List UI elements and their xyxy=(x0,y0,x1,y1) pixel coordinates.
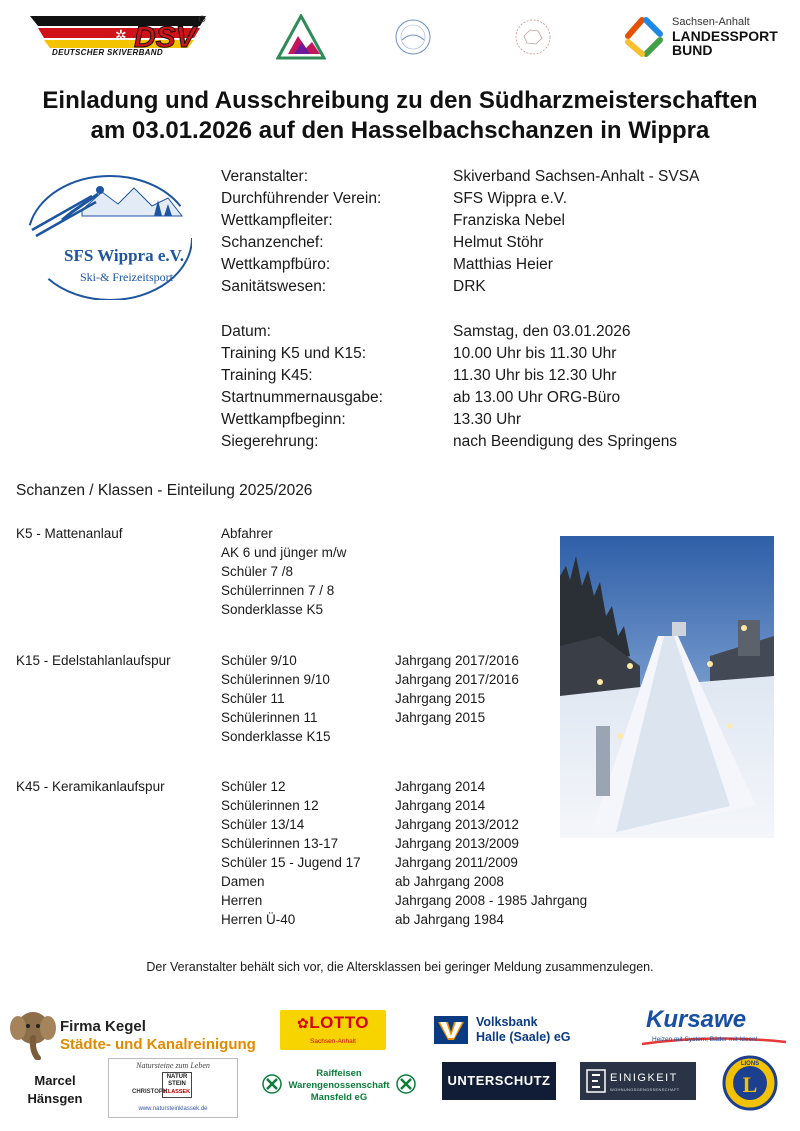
schedule-label: Datum: xyxy=(221,323,271,340)
sponsor-volksbank-line2: Halle (Saale) eG xyxy=(476,1030,571,1044)
sponsor-lotto-sub: Sachsen-Anhalt xyxy=(310,1038,356,1045)
raiffeisen-cross-icon xyxy=(262,1074,282,1094)
schedule-value: 11.30 Uhr bis 12.30 Uhr xyxy=(453,367,617,384)
schedule-value: Samstag, den 03.01.2026 xyxy=(453,323,631,340)
lsb-line2: LANDESSPORT xyxy=(672,28,778,44)
group-name-k5: K5 - Mattenanlauf xyxy=(16,526,123,541)
sponsor-kursawe-sub: Heizen mit System, Bäder mit Ideen! xyxy=(652,1036,758,1043)
class-name: Herren Ü-40 xyxy=(221,912,296,927)
class-name: Schülerinnen 9/10 xyxy=(221,672,330,687)
info-row xyxy=(221,232,781,254)
svg-text:✲: ✲ xyxy=(115,28,127,44)
class-year: Jahrgang 2011/2009 xyxy=(395,855,518,870)
class-row xyxy=(221,891,621,910)
info-label: Veranstalter: xyxy=(221,168,309,185)
schedule-label: Training K45: xyxy=(221,367,313,384)
schedule-value: 13.30 Uhr xyxy=(453,411,522,428)
info-value: Helmut Stöhr xyxy=(453,234,544,251)
info-label: Wettkampfleiter: xyxy=(221,212,333,229)
sponsor-kegel-line1: Firma Kegel xyxy=(60,1018,146,1035)
group-name-k45: K45 - Keramikanlaufspur xyxy=(16,779,165,794)
club-subtitle: Ski-& Freizeitsport xyxy=(80,270,173,284)
schedule-value: ab 13.00 Uhr ORG-Büro xyxy=(453,389,621,406)
sponsor-marcel-line2: Hänsgen xyxy=(27,1091,83,1106)
info-row xyxy=(221,188,781,210)
class-year: Jahrgang 2015 xyxy=(395,691,486,706)
class-name: Damen xyxy=(221,874,265,889)
sponsor-naturstein-url: www.natursteinklassek.de xyxy=(138,1106,208,1112)
schedule-row xyxy=(221,321,781,343)
sponsor-naturstein-top: Natursteine zum Leben xyxy=(136,1061,210,1070)
class-year: ab Jahrgang 1984 xyxy=(395,912,504,927)
class-name: Sonderklasse K5 xyxy=(221,602,324,617)
sponsor-unterschutz: UNTERSCHUTZ xyxy=(447,1073,551,1088)
class-name: Schülerinnen 13-17 xyxy=(221,836,339,851)
class-year: Jahrgang 2013/2009 xyxy=(395,836,519,851)
lions-club-logo xyxy=(722,1055,778,1111)
class-row xyxy=(221,910,621,929)
class-name: Schüler 15 - Jugend 17 xyxy=(221,855,361,870)
info-label: Sanitätswesen: xyxy=(221,278,327,295)
class-name: Schüler 9/10 xyxy=(221,653,297,668)
schedule-row xyxy=(221,343,781,365)
info-label: Schanzenchef: xyxy=(221,234,324,251)
class-name: AK 6 und jünger m/w xyxy=(221,545,347,560)
info-value: Skiverband Sachsen-Anhalt - SVSA xyxy=(453,168,700,185)
class-name: Schüler 12 xyxy=(221,779,286,794)
info-label: Wettkampfbüro: xyxy=(221,256,331,273)
sponsor-kursawe: Kursawe xyxy=(646,1006,747,1033)
class-row xyxy=(221,872,621,891)
sponsor-einigkeit-sub: WOHNUNGSGENOSSENSCHAFT xyxy=(610,1087,680,1092)
svg-text:L: L xyxy=(742,1072,758,1097)
schedule-row xyxy=(221,387,781,409)
district-seal-icon xyxy=(514,18,552,56)
info-value: Franziska Nebel xyxy=(453,212,565,229)
class-year: Jahrgang 2017/2016 xyxy=(395,653,519,668)
lsb-line3: BUND xyxy=(672,42,713,58)
info-row xyxy=(221,276,781,298)
sponsor-einigkeit: EINIGKEIT xyxy=(610,1072,678,1084)
lions-label: LIONS xyxy=(740,1061,760,1067)
schedule-label: Siegerehrung: xyxy=(221,433,319,450)
class-year: Jahrgang 2013/2012 xyxy=(395,817,519,832)
class-name: Schüler 11 xyxy=(221,691,285,706)
info-value: SFS Wippra e.V. xyxy=(453,190,568,207)
info-row xyxy=(221,210,781,232)
schedule-value: nach Beendigung des Springens xyxy=(453,433,678,450)
elephant-icon xyxy=(10,1008,56,1060)
sponsor-marcel-line1: Marcel xyxy=(34,1073,76,1088)
sponsor-raiffeisen-line2: Warengenossenschaft xyxy=(288,1080,390,1091)
info-value: DRK xyxy=(453,278,486,295)
sponsor-kegel-line2: Städte- und Kanalreinigung xyxy=(60,1036,256,1053)
ski-jump-photo xyxy=(560,536,774,838)
schedule-value: 10.00 Uhr bis 11.30 Uhr xyxy=(453,345,617,362)
club-name: SFS Wippra e.V. xyxy=(64,246,184,265)
class-name: Schülerrinnen 7 / 8 xyxy=(221,583,335,598)
class-name: Schüler 7 /8 xyxy=(221,564,294,579)
group-name-k15: K15 - Edelstahlanlaufspur xyxy=(16,653,171,668)
classes-section-title: Schanzen / Klassen - Einteilung 2025/2026 xyxy=(16,482,313,499)
schedule-label: Wettkampfbeginn: xyxy=(221,411,346,428)
schedule-row xyxy=(221,409,781,431)
page-title-line2: am 03.01.2026 auf den Hasselbachschanzen in Wippra xyxy=(90,117,710,144)
class-name: Sonderklasse K15 xyxy=(221,729,331,744)
sponsor-raiffeisen-line1: Raiffeisen xyxy=(316,1068,362,1079)
sponsor-volksbank-line1: Volksbank xyxy=(476,1015,538,1029)
lsb-line1: Sachsen-Anhalt xyxy=(672,16,750,28)
info-label: Durchführender Verein: xyxy=(221,190,382,207)
class-year: ab Jahrgang 2008 xyxy=(395,874,504,889)
volksbank-logo-icon xyxy=(434,1016,468,1044)
class-name: Herren xyxy=(221,893,263,908)
class-year: Jahrgang 2014 xyxy=(395,779,486,794)
mountain-logo xyxy=(276,14,326,60)
einigkeit-logo-icon xyxy=(586,1069,606,1093)
class-name: Schülerinnen 11 xyxy=(221,710,318,725)
sponsor-naturstein-box2: STEIN xyxy=(168,1081,186,1087)
schedule-row xyxy=(221,431,781,453)
info-row xyxy=(221,166,781,188)
raiffeisen-cross-icon xyxy=(396,1074,416,1094)
schedule-label: Startnummernausgabe: xyxy=(221,389,383,406)
landessportbund-logo-icon xyxy=(624,14,666,58)
schedule-row xyxy=(221,365,781,387)
page-title-line1: Einladung und Ausschreibung zu den Südharzmeisterschaften xyxy=(42,87,758,114)
sponsor-naturstein-name: CHRISTOPH xyxy=(132,1089,168,1095)
class-year: Jahrgang 2008 - 1985 Jahrgang xyxy=(395,893,588,908)
class-year: Jahrgang 2015 xyxy=(395,710,486,725)
class-name: Schüler 13/14 xyxy=(221,817,305,832)
schedule-label: Training K5 und K15: xyxy=(221,345,367,362)
sponsor-naturstein-box1: NATUR xyxy=(166,1074,188,1080)
class-year: Jahrgang 2014 xyxy=(395,798,486,813)
class-year: Jahrgang 2017/2016 xyxy=(395,672,519,687)
disclaimer-note: Der Veranstalter behält sich vor, die Altersklassen bei geringer Meldung zusammenzulegen. xyxy=(146,960,654,974)
info-value: Matthias Heier xyxy=(453,256,553,273)
dsv-caption: DEUTSCHER SKIVERBAND xyxy=(52,48,163,57)
dsv-logo-text: DSV xyxy=(134,21,196,54)
sponsor-naturstein-box3: KLASSEK xyxy=(163,1089,191,1095)
association-seal-icon xyxy=(394,18,432,56)
class-name: Schülerinnen 12 xyxy=(221,798,319,813)
sponsor-lotto-text: ✿LOTTO xyxy=(296,1013,370,1032)
class-name: Abfahrer xyxy=(221,526,273,541)
sponsor-raiffeisen-line3: Mansfeld eG xyxy=(310,1092,368,1103)
info-row xyxy=(221,254,781,276)
class-row xyxy=(221,853,621,872)
